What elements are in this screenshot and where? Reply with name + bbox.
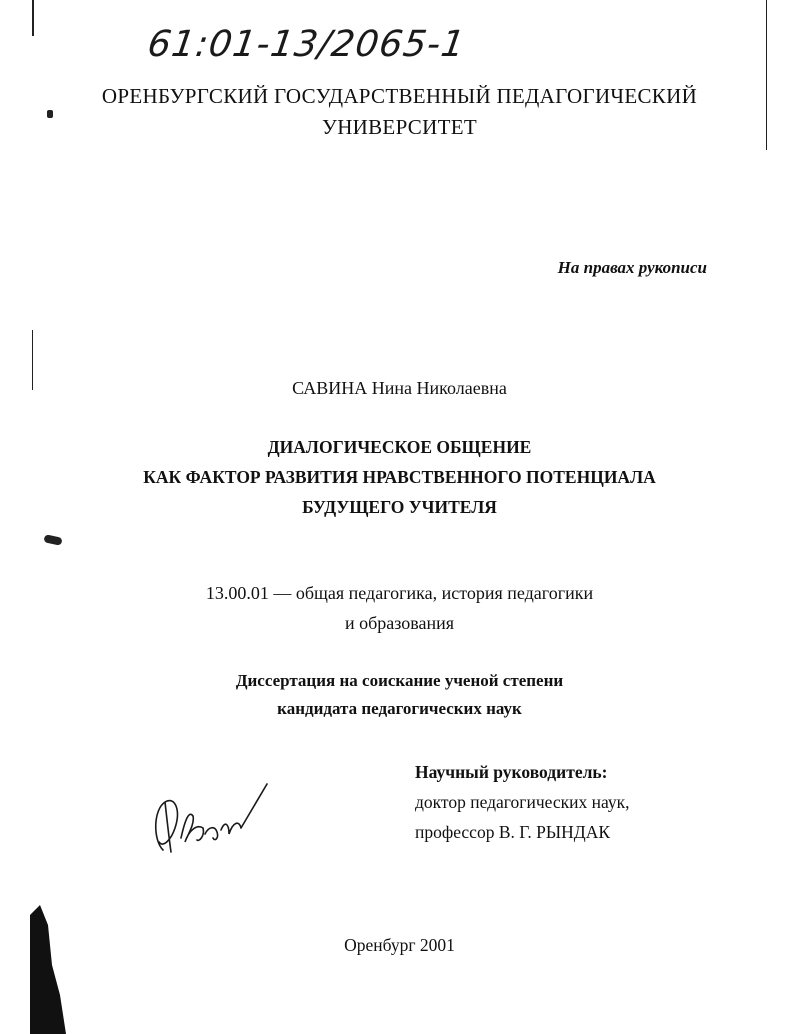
place-and-year: Оренбург 2001 bbox=[344, 935, 455, 955]
dissertation-line1: Диссертация на соискание ученой степени bbox=[235, 671, 564, 690]
scan-edge-left-top bbox=[32, 0, 34, 36]
dissertation-line2: кандидата педагогических наук bbox=[277, 699, 522, 718]
archive-code-handwritten: 61:01-13/2065-1 bbox=[145, 24, 469, 65]
manuscript-rights-note: На правах рукописи bbox=[557, 258, 707, 277]
scan-mark-mid bbox=[43, 534, 62, 546]
advisor-degree: доктор педагогических наук, bbox=[415, 792, 630, 812]
advisor-heading: Научный руководитель: bbox=[415, 762, 608, 782]
signature bbox=[145, 780, 270, 860]
specialty-line2: и образования bbox=[344, 613, 455, 633]
advisor-block bbox=[415, 757, 629, 847]
scan-shadow-bottom-left bbox=[30, 905, 70, 1034]
title-line2: КАК ФАКТОР РАЗВИТИЯ НРАВСТВЕННОГО ПОТЕНЦИАЛА bbox=[143, 467, 656, 487]
specialty-line1: 13.00.01 — общая педагогика, история педагогики bbox=[205, 583, 594, 603]
advisor-name: профессор В. Г. РЫНДАК bbox=[415, 822, 611, 842]
title-line3: БУДУЩЕГО УЧИТЕЛЯ bbox=[302, 497, 497, 517]
title-line1: ДИАЛОГИЧЕСКОЕ ОБЩЕНИЕ bbox=[267, 437, 532, 457]
author-name: САВИНА Нина Николаевна bbox=[292, 378, 507, 398]
university-name-line2: УНИВЕРСИТЕТ bbox=[322, 115, 477, 139]
university-name-line1: ОРЕНБУРГСКИЙ ГОСУДАРСТВЕННЫЙ ПЕДАГОГИЧЕСКИЙ bbox=[101, 84, 698, 108]
